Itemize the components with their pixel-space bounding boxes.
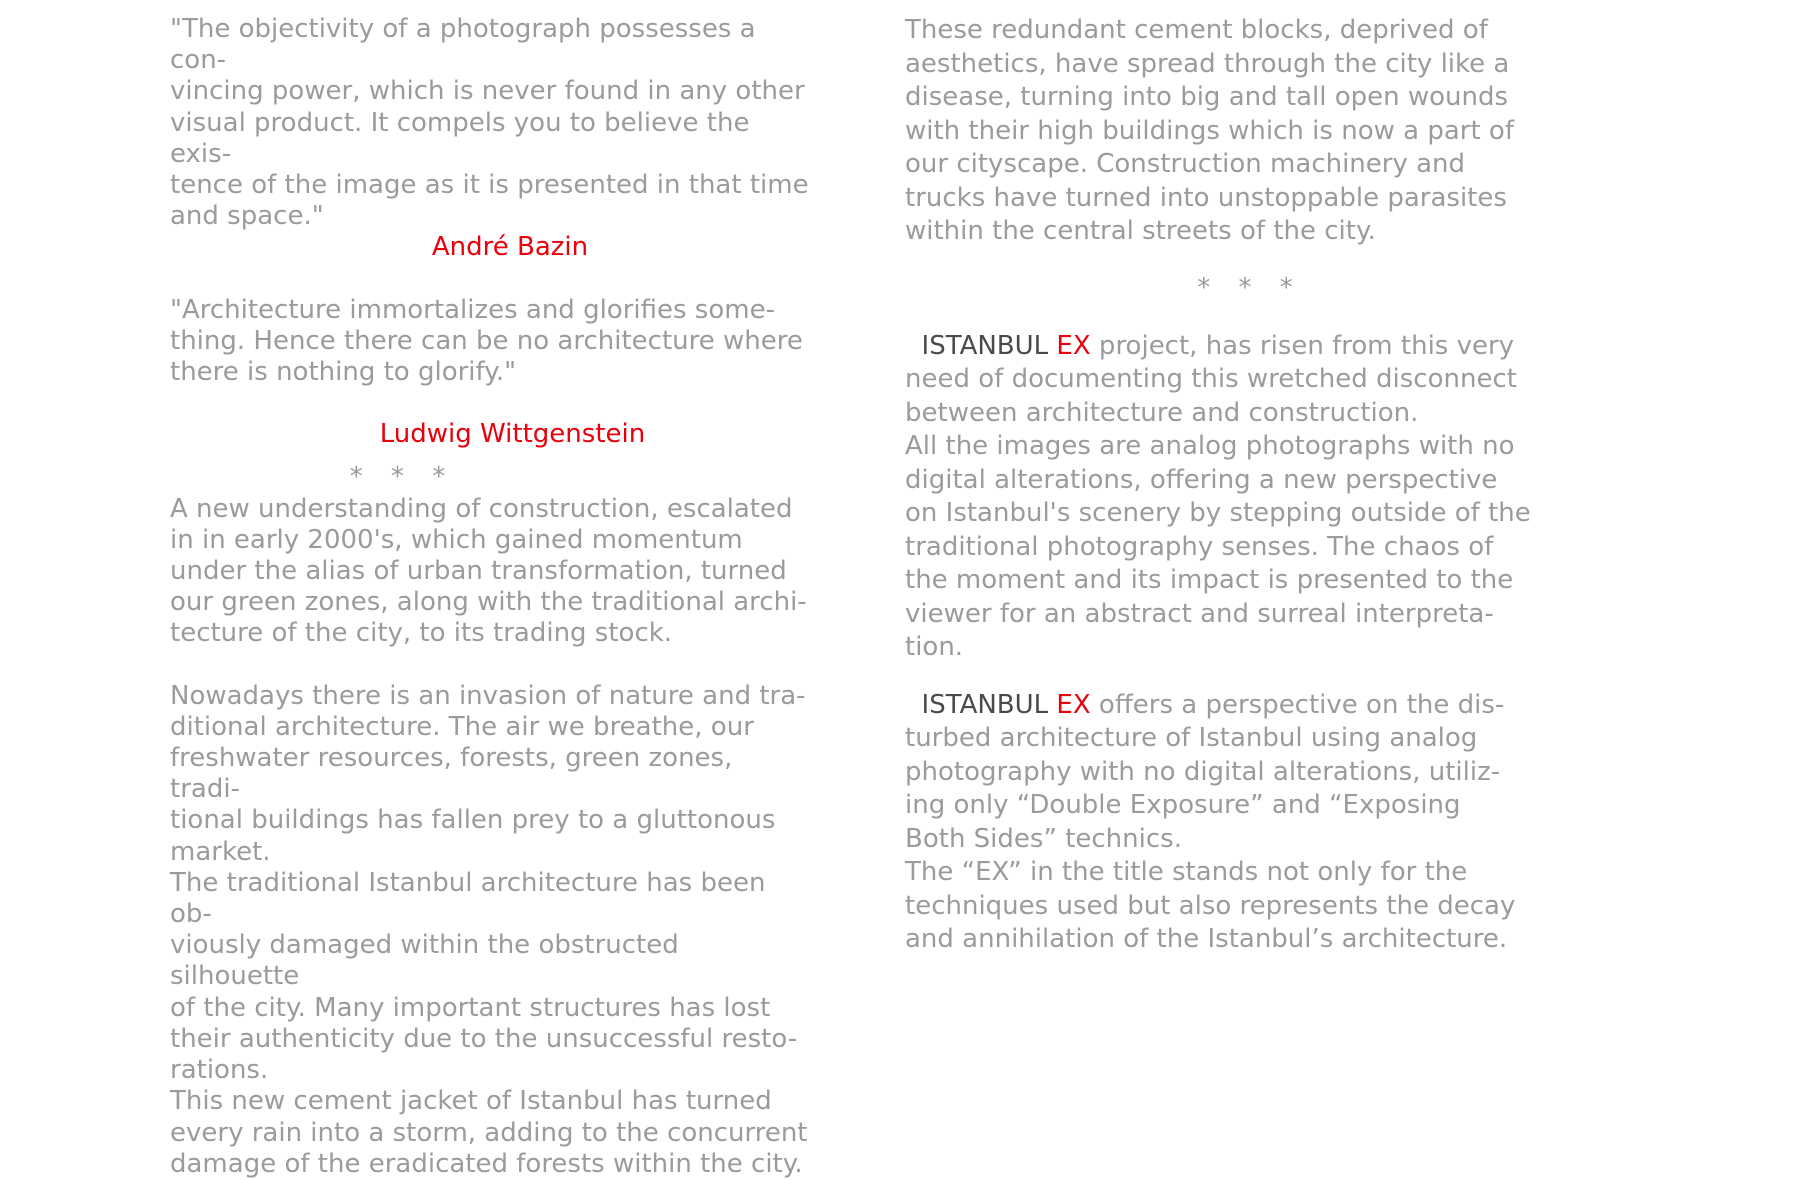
quote-bazin: "The objectivity of a photograph possesses a con- vincing power, which is never found in any other visual product. It compels you to believe the exis- tence of the image as it is presented in that time and space." <box>170 14 809 232</box>
paragraph-new-understanding: A new understanding of construction, escalated in in early 2000's, which gained momentum under the alias of urban transformation, turned our green zones, along with the traditional archi- tecture of the city, to its trading stock. <box>170 493 807 649</box>
author-bazin: André Bazin <box>431 232 589 263</box>
paragraph-cement-blocks: These redundant cement blocks, deprived of aesthetics, have spread through the city like a disease, turning into big and tall open wounds with their high buildings which is now a part of our cityscape. Construction machinery and trucks have turned into unstoppable parasites within the central streets of the city. <box>905 15 1514 246</box>
spacer <box>905 665 1565 689</box>
paragraph-perspective <box>905 689 1565 957</box>
right-column <box>905 14 1565 957</box>
brand-ex-2: EX <box>1056 689 1091 720</box>
brand-istanbul: ISTANBUL <box>921 330 1049 361</box>
paragraph-project-text: project, has risen from this very need of documenting this wretched disconnect between architecture and construction. All the images are analog photographs with no digital alterations, offering a new perspective on Istanbul's scenery by stepping outside of the traditional photography senses. The chaos of the moment and its impact is presented to the viewer for an abstract and surreal interpreta- tion. <box>905 330 1531 663</box>
spacer <box>170 264 810 295</box>
spacer <box>905 304 1565 330</box>
left-column <box>170 14 810 1180</box>
paragraph-project <box>905 330 1565 665</box>
section-separator-right: * * * <box>1197 272 1303 303</box>
spacer <box>170 450 810 462</box>
author-wittgenstein: Ludwig Wittgenstein <box>379 419 646 450</box>
paragraph-invasion: Nowadays there is an invasion of nature and tra- ditional architecture. The air we breathe, our freshwater resources, forests, green zones, tradi- tional buildings has fallen prey to a gluttonous market. The traditional Istanbul architecture has been ob- viously damaged within the obstructed silhouette of the city. Many important structures has lost their authenticity due to the unsuccessful resto- rations. This new cement jacket of Istanbul has turned every rain into a storm, adding to the concurrent damage of the eradicated forests within the city. <box>170 680 808 1179</box>
spacer <box>905 249 1565 273</box>
brand-istanbul-2: ISTANBUL <box>921 689 1049 720</box>
paragraph-perspective-text: offers a perspective on the dis- turbed architecture of Istanbul using analog photography with no digital alterations, utiliz- ing only “Double Exposure” and “Exposing Both Sides” technics. The “EX” in the title stands not only for the techniques used but also represents the decay and annihilation of the Istanbul’s architecture. <box>905 689 1516 955</box>
section-separator: * * * <box>349 462 456 493</box>
brand-ex: EX <box>1056 330 1091 361</box>
spacer <box>170 650 810 681</box>
quote-wittgenstein: "Architecture immortalizes and glorifies some- thing. Hence there can be no architecture where there is nothing to glorify." <box>170 294 803 388</box>
spacer <box>170 388 810 419</box>
